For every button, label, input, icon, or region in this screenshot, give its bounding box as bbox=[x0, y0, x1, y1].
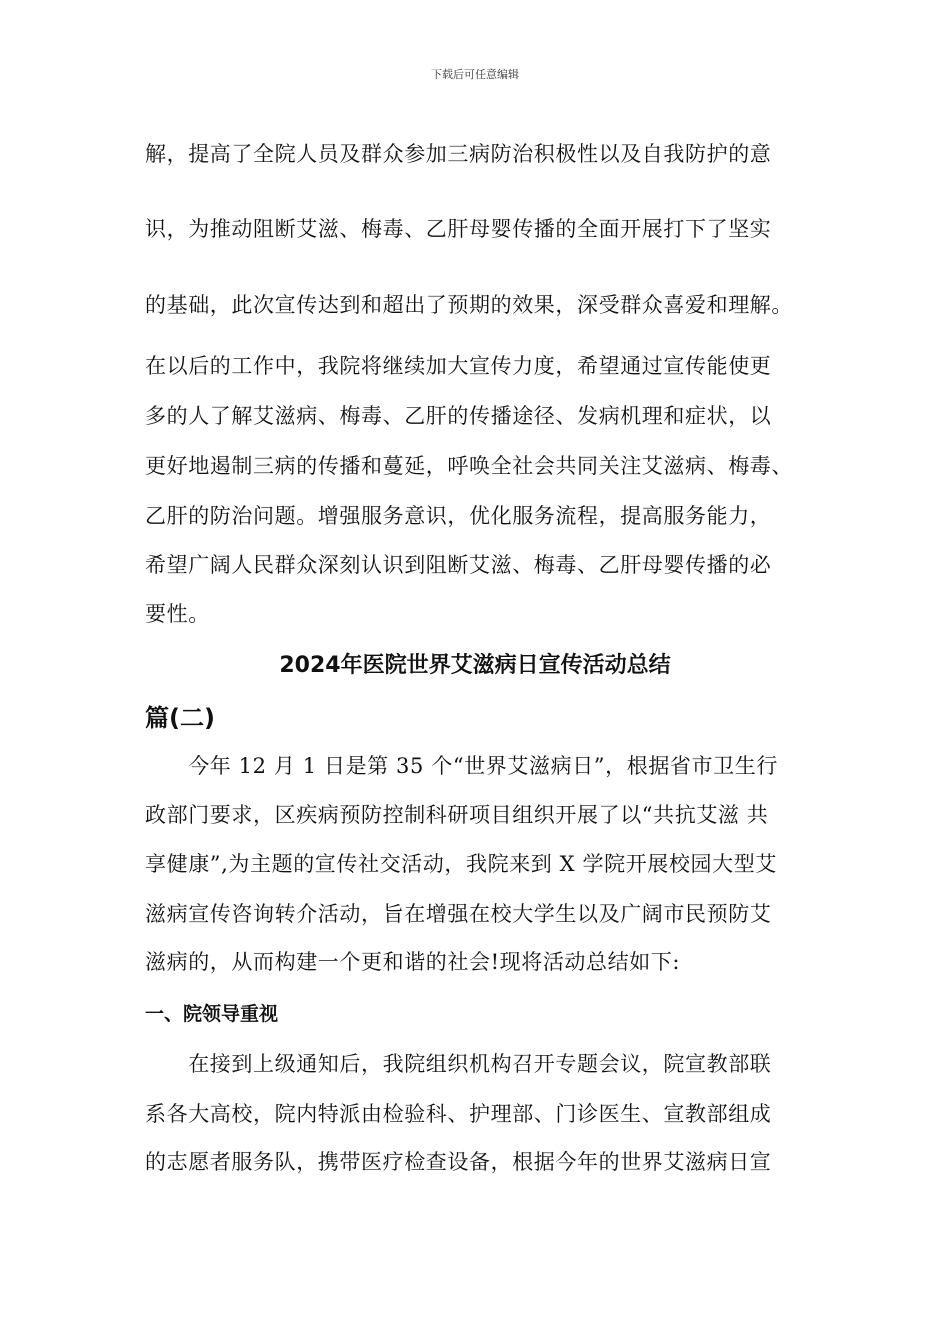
body-line: 今年 12 月 1 日是第 35 个“世界艾滋病日”，根据省市卫生行 bbox=[145, 754, 778, 778]
body-line: 要性。 bbox=[145, 602, 210, 626]
body-line: 滋病的，从而构建一个更和谐的社会!现将活动总结如下: bbox=[145, 950, 681, 974]
section-heading: 一、院领导重视 bbox=[145, 1003, 279, 1025]
body-line: 的基础，此次宣传达到和超出了预期的效果，深受群众喜爱和理解。 bbox=[145, 293, 793, 317]
body-line: 的志愿者服务队，携带医疗检查设备，根据今年的世界艾滋病日宣 bbox=[145, 1150, 772, 1174]
body-line: 解，提高了全院人员及群众参加三病防治积极性以及自我防护的意 bbox=[145, 142, 772, 166]
header-note: 下载后可任意编辑 bbox=[431, 68, 519, 81]
body-line: 在接到上级通知后，我院组织机构召开专题会议，院宣教部联 bbox=[145, 1052, 772, 1076]
body-line: 识，为推动阻断艾滋、梅毒、乙肝母婴传播的全面开展打下了坚实 bbox=[145, 217, 772, 241]
body-line: 希望广阔人民群众深刻认识到阻断艾滋、梅毒、乙肝母婴传播的必 bbox=[145, 553, 772, 577]
body-line: 多的人了解艾滋病、梅毒、乙肝的传播途径、发病机理和症状，以 bbox=[145, 404, 772, 428]
body-line: 政部门要求，区疾病预防控制科研项目组织开展了以“共抗艾滋 共 bbox=[145, 803, 769, 827]
body-line: 系各大高校，院内特派由检验科、护理部、门诊医生、宣教部组成 bbox=[145, 1102, 772, 1126]
body-line: 享健康”,为主题的宣传社交活动，我院来到 X 学院开展校园大型艾 bbox=[145, 852, 777, 876]
article-subtitle: 篇(二) bbox=[145, 704, 215, 732]
body-line: 乙肝的防治问题。增强服务意识，优化服务流程，提高服务能力， bbox=[145, 504, 772, 528]
article-title: 2024年医院世界艾滋病日宣传活动总结 bbox=[279, 653, 671, 678]
body-line: 滋病宣传咨询转介活动，旨在增强在校大学生以及广阔市民预防艾 bbox=[145, 902, 772, 926]
body-line: 更好地遏制三病的传播和蔓延，呼唤全社会共同关注艾滋病、梅毒、 bbox=[145, 454, 793, 478]
body-line: 在以后的工作中，我院将继续加大宣传力度，希望通过宣传能使更 bbox=[145, 354, 772, 378]
